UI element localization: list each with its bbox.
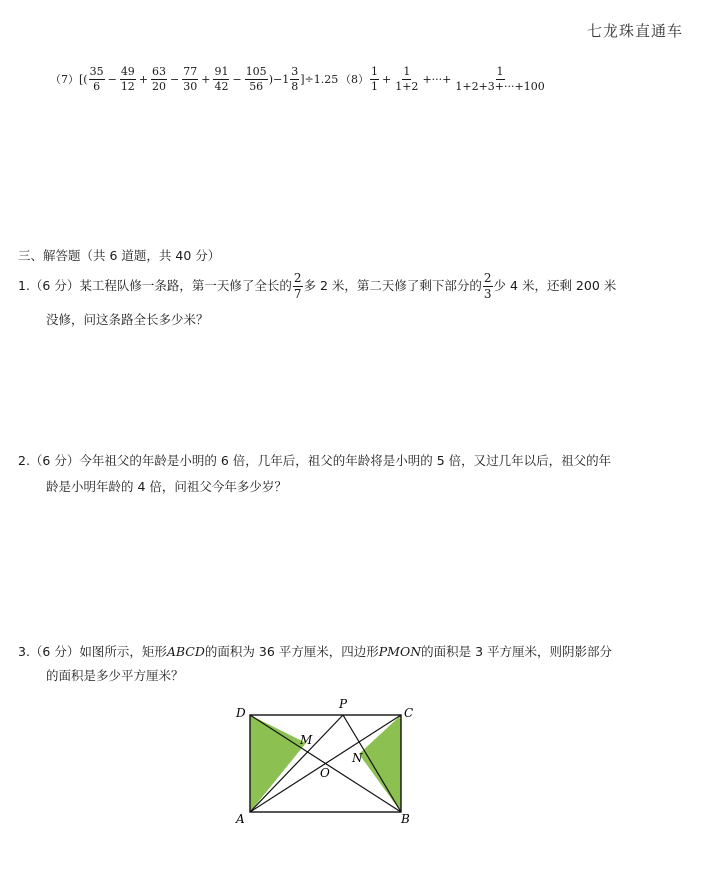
label-c: C bbox=[404, 706, 414, 720]
problem-8-label: （8） bbox=[340, 73, 369, 87]
label-d: D bbox=[236, 706, 246, 720]
fraction: $\frac{2}{7}$ bbox=[293, 271, 302, 301]
problem-7-tail: ]÷1.25 bbox=[300, 72, 339, 86]
question-3-line-2: 的面积是多少平方厘米？ bbox=[46, 668, 184, 683]
question-3-line-1 bbox=[18, 646, 612, 659]
fraction: $\frac{63}{20}$ bbox=[152, 65, 167, 93]
problem-7-open-bracket: [( bbox=[79, 72, 88, 86]
fraction: $\frac{91}{42}$ bbox=[214, 65, 229, 93]
question-3-text: 的面积是 3 平方厘米，则阴影部分 bbox=[421, 644, 613, 659]
problem-7-label: （7） bbox=[50, 73, 79, 87]
fraction: $\frac{1}{1+2+3+\cdot\cdot\cdot+100}$ bbox=[455, 65, 545, 93]
fraction: $\frac{35}{6}$ bbox=[89, 65, 104, 93]
question-1-text: 多 2 米，第二天修了剩下部分的 bbox=[303, 277, 482, 293]
operator: − bbox=[107, 72, 117, 86]
question-1-line-2: 没修，问这条路全长多少米？ bbox=[46, 312, 209, 327]
question-3-text: 3.（6 分）如图所示，矩形 bbox=[18, 644, 167, 659]
label-o: O bbox=[320, 766, 330, 780]
label-m: M bbox=[300, 733, 313, 747]
shaded-region-right bbox=[359, 715, 401, 812]
operator: + bbox=[138, 72, 149, 86]
page-header-title: 七龙珠直通车 bbox=[586, 22, 683, 40]
operator: − bbox=[170, 72, 180, 86]
fraction: $\frac{77}{30}$ bbox=[183, 65, 198, 93]
question-3-text: 的面积为 36 平方厘米，四边形 bbox=[204, 644, 379, 659]
shaded-region-left bbox=[250, 715, 306, 812]
fraction: $\frac{1}{1}$ bbox=[371, 65, 378, 93]
label-a: A bbox=[236, 812, 245, 826]
problem-7-close-minus: )−1 bbox=[268, 72, 290, 86]
operator: + bbox=[201, 72, 211, 86]
quad-name: PMON bbox=[378, 644, 422, 659]
label-b: B bbox=[401, 812, 410, 826]
operator: − bbox=[232, 72, 242, 86]
question-1-text: 1.（6 分）某工程队修一条路，第一天修了全长的 bbox=[18, 277, 292, 293]
label-p: P bbox=[339, 697, 348, 711]
problem-8 bbox=[340, 66, 547, 92]
label-n: N bbox=[352, 751, 363, 765]
rect-name: ABCD bbox=[166, 644, 205, 659]
fraction: $\frac{49}{12}$ bbox=[120, 65, 135, 93]
fraction: $\frac{1}{1+2}$ bbox=[395, 65, 419, 93]
question-2-line-2: 龄是小明年龄的 4 倍，问祖父今年多少岁？ bbox=[46, 479, 287, 494]
problem-7 bbox=[50, 66, 338, 92]
question-2-line-1: 2.（6 分）今年祖父的年龄是小明的 6 倍，几年后，祖父的年龄将是小明的 5 倍，又过几年以后，祖父的年 bbox=[18, 453, 612, 468]
section-title: 三、解答题（共 6 道题，共 40 分） bbox=[18, 248, 221, 263]
question-1-text: 少 4 米，还剩 200 米 bbox=[493, 277, 617, 293]
question-1-line-1 bbox=[18, 272, 616, 300]
operator: + bbox=[382, 72, 392, 86]
fraction: $\frac{105}{56}$ bbox=[245, 65, 267, 93]
ellipsis: +···+ bbox=[422, 72, 452, 86]
mixed-fraction: $\frac{3}{8}$ bbox=[291, 65, 299, 93]
geometry-figure bbox=[225, 695, 425, 835]
fraction: $\frac{2}{3}$ bbox=[483, 271, 492, 301]
